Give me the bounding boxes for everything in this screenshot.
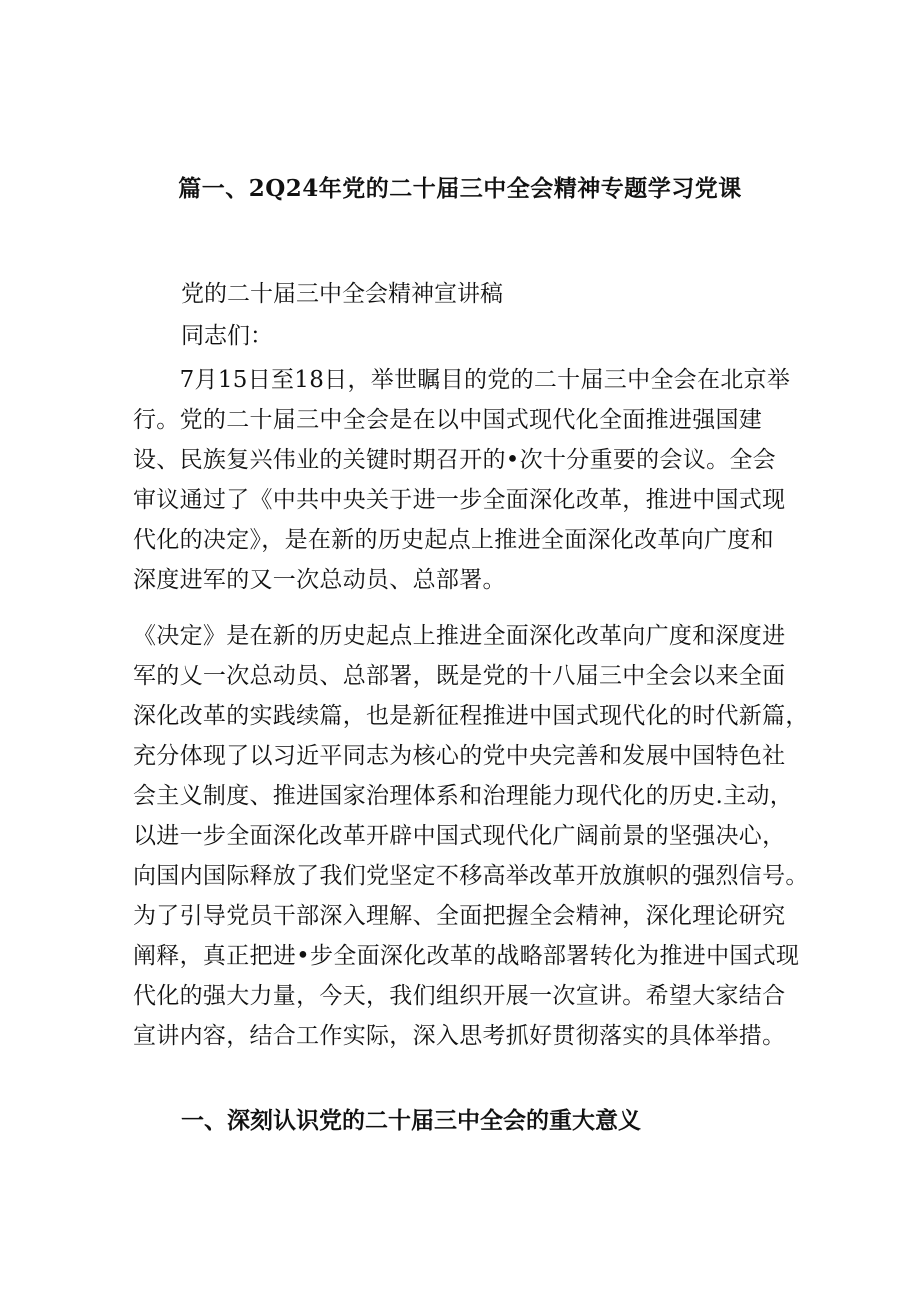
paragraph-line: 以进一步全面深化改革开辟中国式现代化广阔前景的坚强决心， bbox=[133, 823, 786, 849]
paragraph-line: 深化改革的实践续篇，也是新征程推进中国式现代化的时代新篇， bbox=[133, 703, 809, 729]
section-heading: 一、深刻认识党的二十届三中全会的重大意义 bbox=[181, 1107, 641, 1134]
paragraph-line: 审议通过了《中共中央关于进一步全面深化改革，推进中国式现 bbox=[133, 487, 786, 513]
document-title: 篇一、2Q24年党的二十届三中全会精神专题学习党课 bbox=[178, 175, 742, 202]
paragraph-line: 7月15日至18日，举世瞩目的党的二十届三中全会在北京举 bbox=[133, 367, 791, 393]
paragraph-line: 充分体现了以习近平同志为核心的党中央完善和发展中国特色社 bbox=[133, 743, 786, 769]
paragraph-2 bbox=[133, 616, 809, 1056]
paragraph-line: 深度进军的又一次总动员、总部署。 bbox=[133, 567, 506, 593]
paragraph-line: 军的乂一次总动员、总部署，既是党的十八届三中全会以来全面 bbox=[133, 663, 786, 689]
salutation: 同志们： bbox=[181, 323, 273, 349]
paragraph-line: 代化的强大力量，今天，我们组织开展一次宣讲。希望大家结合 bbox=[133, 983, 786, 1009]
paragraph-line: 代化的决定》，是在新的历史起点上推进全面深化改革向广度和 bbox=[133, 527, 774, 553]
paragraph-line: 为了引导党员干部深入理解、全面把握全会精神，深化理论研究 bbox=[133, 903, 786, 929]
paragraph-line: 向国内国际释放了我们党坚定不移高举改革开放旗帜的强烈信号。 bbox=[133, 863, 809, 889]
document-subtitle: 党的二十届三中全会精神宣讲稿 bbox=[181, 281, 503, 307]
paragraph-line: 会主义制度、推进国家治理体系和治理能力现代化的历史.主动， bbox=[133, 783, 794, 809]
paragraph-line: 行。党的二十届三中全会是在以中国式现代化全面推进强国建 bbox=[133, 407, 763, 433]
paragraph-1 bbox=[133, 360, 790, 600]
paragraph-line: 设、民族复兴伟业的关键时期召开的•次十分重要的会议。全会 bbox=[133, 447, 776, 473]
paragraph-line: 阐释，真正把进•步全面深化改革的战略部署转化为推进中国式现 bbox=[133, 943, 800, 969]
paragraph-line: 《决定》是在新的历史起点上推进全面深化改革向广度和深度进 bbox=[133, 623, 786, 649]
paragraph-line: 宣讲内容，结合工作实际，深入思考抓好贯彻落实的具体举措。 bbox=[133, 1023, 786, 1049]
